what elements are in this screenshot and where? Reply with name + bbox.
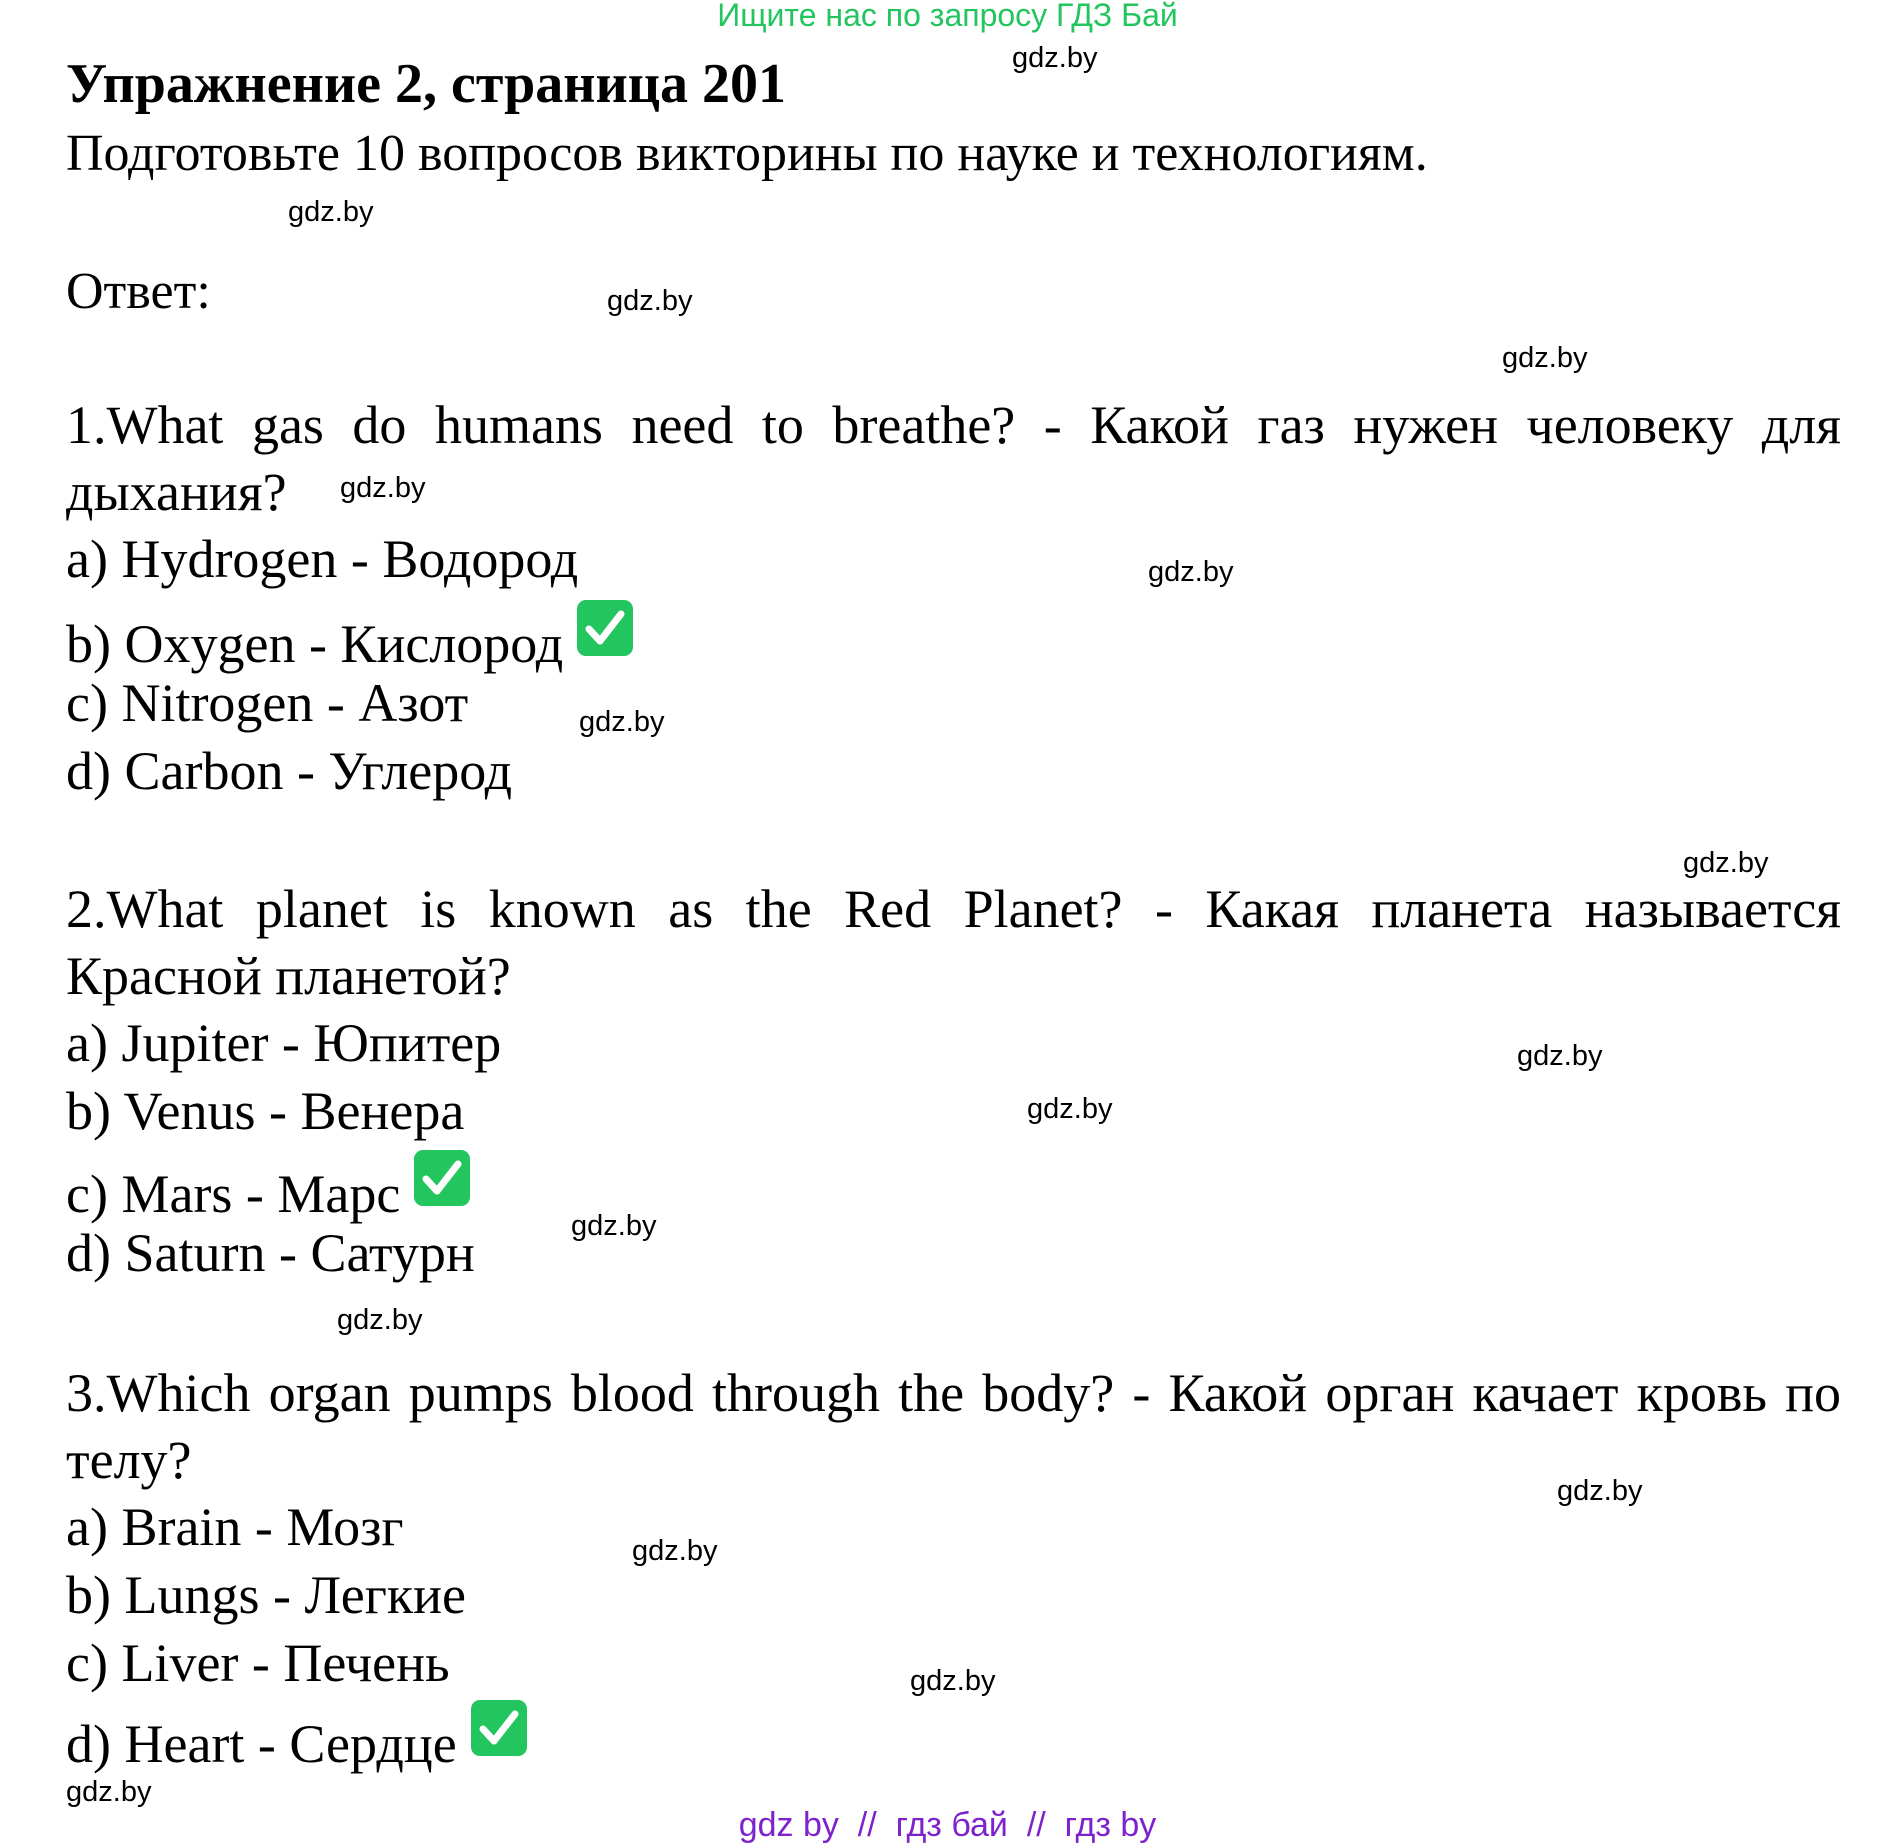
watermark: gdz.by [1148,556,1234,588]
option-2b: b) Venus - Венера [66,1081,465,1141]
watermark: gdz.by [571,1210,657,1242]
option-2a: a) Jupiter - Юпитер [66,1013,502,1073]
watermark: gdz.by [579,706,665,738]
green-check-icon [577,600,633,656]
option-1a: a) Hydrogen - Водород [66,529,579,589]
watermark: gdz.by [1027,1093,1113,1125]
watermark: gdz.by [340,472,426,504]
watermark: gdz.by [910,1665,996,1697]
watermark: gdz.by [337,1304,423,1336]
exercise-title: Упражнение 2, страница 201 [66,53,787,115]
question-2: 2.What planet is known as the Red Planet? - Какая планета называется Красной планетой? [66,879,1841,1006]
option-2c [66,1150,470,1225]
answer-label: Ответ: [66,263,211,320]
option-2c-label: c) Mars - Марс [66,1164,401,1224]
option-3d [66,1700,527,1775]
watermark: gdz.by [632,1535,718,1567]
task-text: Подготовьте 10 вопросов викторины по науке и технологиям. [66,125,1428,182]
top-banner: Ищите нас по запросу ГДЗ Бай [717,0,1178,33]
green-check-icon [471,1700,527,1756]
option-1b-label: b) Oxygen - Кислород [66,614,564,674]
option-1d: d) Carbon - Углерод [66,741,513,801]
option-2d: d) Saturn - Сатурн [66,1223,475,1283]
watermark: gdz.by [1517,1040,1603,1072]
option-1c: c) Nitrogen - Азот [66,673,469,733]
watermark: gdz.by [1557,1475,1643,1507]
watermark: gdz.by [66,1776,152,1808]
watermark: gdz.by [1012,42,1098,74]
watermark: gdz.by [1683,847,1769,879]
question-1: 1.What gas do humans need to breathe? - Какой газ нужен человеку для дыхания? [66,395,1841,522]
watermark: gdz.by [607,285,693,317]
option-3c: c) Liver - Печень [66,1633,450,1693]
option-1b [66,600,633,675]
option-3d-label: d) Heart - Сердце [66,1714,457,1774]
watermark: gdz.by [288,196,374,228]
option-3b: b) Lungs - Легкие [66,1565,466,1625]
footer-links: gdz by // гдз бай // гдз by [738,1806,1157,1844]
green-check-icon [414,1150,470,1206]
watermark: gdz.by [1502,342,1588,374]
option-3a: a) Brain - Мозг [66,1497,404,1557]
question-3: 3.Which organ pumps blood through the body? - Какой орган качает кровь по телу? [66,1363,1841,1490]
